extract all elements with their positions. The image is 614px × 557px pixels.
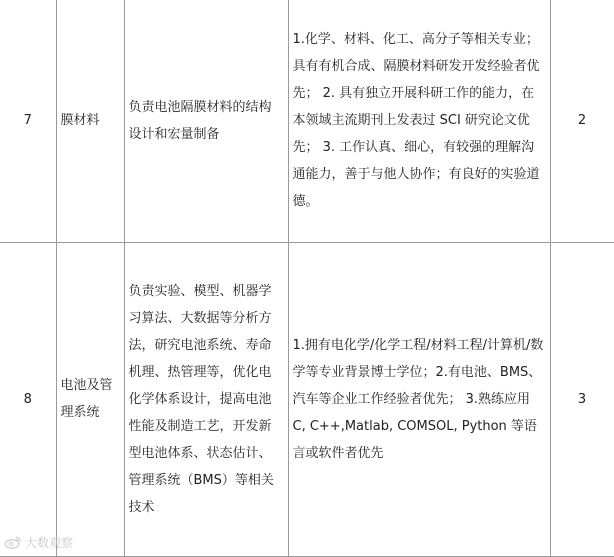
- row-headcount: 3: [550, 242, 614, 556]
- row-index: 7: [0, 0, 56, 242]
- watermark: [4, 533, 73, 551]
- table-row-7: [0, 0, 614, 242]
- row-requirements: 1.化学、材料、化工、高分子等相关专业；具有有机合成、隔膜材料研发开发经验者优先； 2. 具有独立开展科研工作的能力，在本领域主流期刊上发表过 SCI 研究论文优先； 3. 工作认真、细心，有较强的理解沟通能力，善于与他人协作；有良好的实验道德。: [288, 0, 550, 242]
- row-index: 8: [0, 242, 56, 556]
- row-headcount: 2: [550, 0, 614, 242]
- watermark-text: 大数观察: [25, 535, 74, 550]
- row-category: 膜材料: [56, 0, 124, 242]
- row-duty: 负责电池隔膜材料的结构设计和宏量制备: [124, 0, 288, 242]
- weibo-like-logo-icon: [4, 535, 22, 549]
- row-requirements: 1.拥有电化学/化学工程/材料工程/计算机/数学等专业背景博士学位；2.有电池、BMS、汽车等企业工作经验者优先； 3.熟练应用 C, C++,Matlab, COMSOL, Python 等语言或软件者优先: [288, 242, 550, 556]
- table-row-8: [0, 242, 614, 556]
- row-category: 电池及管理系统: [56, 242, 124, 556]
- row-duty: 负责实验、模型、机器学习算法、大数据等分析方法，研究电池系统、寿命机理、热管理等，优化电化学体系设计，提高电池性能及制造工艺，开发新型电池体系、状态估计、管理系统（BMS）等相关技术: [124, 242, 288, 556]
